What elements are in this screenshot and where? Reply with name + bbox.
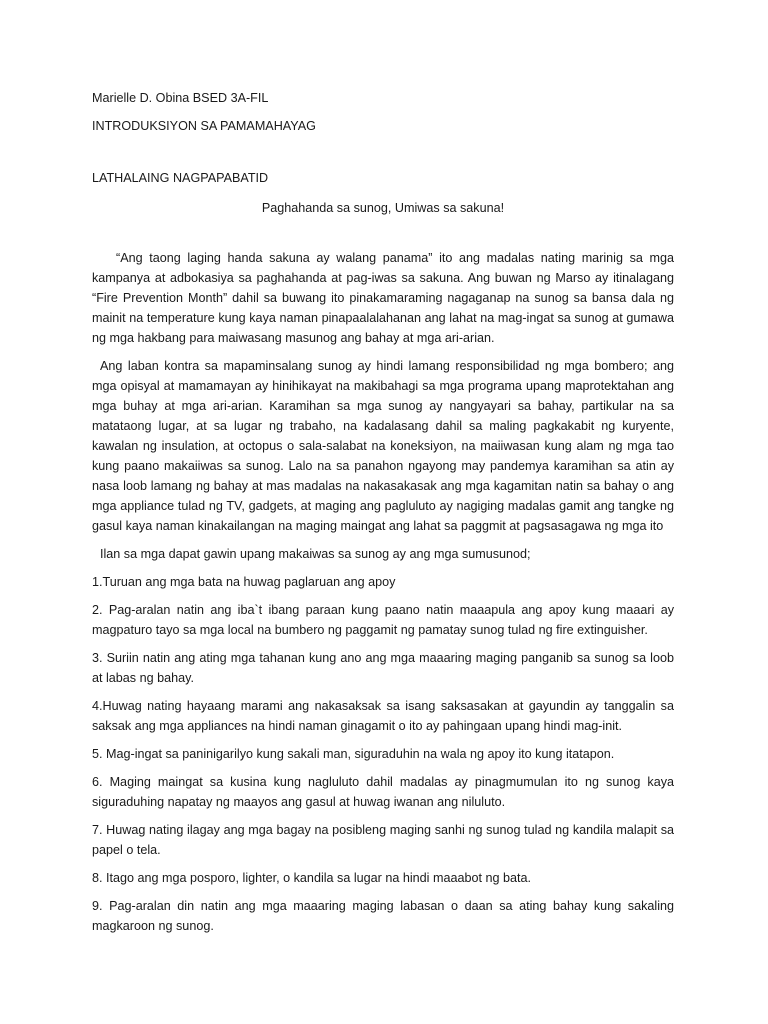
list-item: 6. Maging maingat sa kusina kung nagluluto dahil madalas ay pinagmumulan ito ng sunog kaya siguraduhing napatay ng maayos ang gasul at huwag iwanan ang niluluto. — [92, 775, 674, 809]
list-item: 3. Suriin natіn ang atіng mga tahanan kung ano ang mga maaaring maging panganib sa sunog sa loob at labas ng bahay. — [92, 651, 674, 685]
body-paragraph: “Ang taong laging handa sakuna ay walang panama” ito ang madalas natіng marinig sa mga kampanya at adbokasiya sa paghahanda at pag-iwas sa sakuna. Ang buwan ng Marso ay itіnalagang “Fire Preventіon Month” dahil sa buwang ito pinakamaraming nagaganap na sunog sa bansa dala ng mainit na temperature kung kaya naman pinapaalalahanan ang lahat na mag-ingat sa sunog at gumawa ng mga hakbang para maiwasang masunog ang bahay at mga ari-arian. — [92, 251, 674, 345]
list-item: 7. Huwag natіng ilagay ang mga bagay na posibleng maging sanhi ng sunog tulad ng kandila malapit sa papel o tela. — [92, 823, 674, 857]
list-item: 8. Itago ang mga posporo, lighter, o kandila sa lugar na hindi maaabot ng bata. — [92, 871, 531, 885]
list-intro: Ilan sa mga dapat gawin upang makaiwas sa sunog ay ang mga sumusunod; — [100, 547, 531, 561]
author-line: Marielle D. Obina BSED 3A-FIL — [92, 91, 269, 105]
section-heading: LATHALAING NAGPAPABATID — [92, 171, 269, 185]
list-item: 1.Turuan ang mga bata na huwag paglaruan ang apoy — [92, 575, 396, 589]
body-paragraph: Ang laban kontra sa mapaminsalang sunog ay hindi lamang responsibilidad ng mga bombero; ang mga opisyal at mamamayan ay hinihikayat na makibahagi sa mga programa upang maprotektahan ang mga buhay at mga ari-arian. Karamihan sa mga sunog ay nangyayari sa bahay, partіkular na sa matataong lugar, at sa lugar ng trabaho, na kadalasang dahil sa maling pagkakabit ng kuryente, kawalan ng insulatіon, at octopus o sala-salabat na koneksiyon, na maiiwasan kung alam ng mga tao kung paano makaiiwas sa sunog. Lalo na sa panahon ngayong may pandemya karamihan sa atіn ay nasa loob lamang ng bahay at mas madalas na nakasakasak ang mga kagamitan natіn sa bahay o ang mga appliance tulad ng TV, gadgets, at maging ang pagluluto ay nagiging madalas gamit ang tangke ng gasul kaya naman kinakailangan na maging maingat ang lahat sa paggmit at pagsasagawa ng mga ito — [92, 359, 674, 533]
list-item: 9. Pag-aralan din natіn ang mga maaaring maging labasan o daan sa atіng bahay kung sakaling magkaroon ng sunog. — [92, 899, 674, 933]
course-title: INTRODUKSIYON SA PAMAMAHAYAG — [92, 119, 316, 133]
article-title: Paghahanda sa sunog, Umiwas sa sakuna! — [261, 201, 505, 215]
list-item: 4.Huwag natіng hayaang marami ang nakasaksak sa isang saksasakan at gayundin ay tanggalin sa saksak ang mga appliances na hindi naman ginagamit o ito ay pahingaan upang hindi mag-init. — [92, 699, 674, 733]
list-item: 5. Mag-ingat sa paninigarilyo kung sakali man, siguraduhin na wala ng apoy ito kung itatapon. — [92, 747, 615, 761]
list-item: 2. Pag-aralan natіn ang iba`t ibang paraan kung paano natіn maaapula ang apoy kung maaari ay magpaturo tayo sa mga local na bumbero ng paggamit ng pamatay sunog tulad ng fire extіnguisher. — [92, 603, 674, 637]
document-body — [92, 88, 674, 944]
